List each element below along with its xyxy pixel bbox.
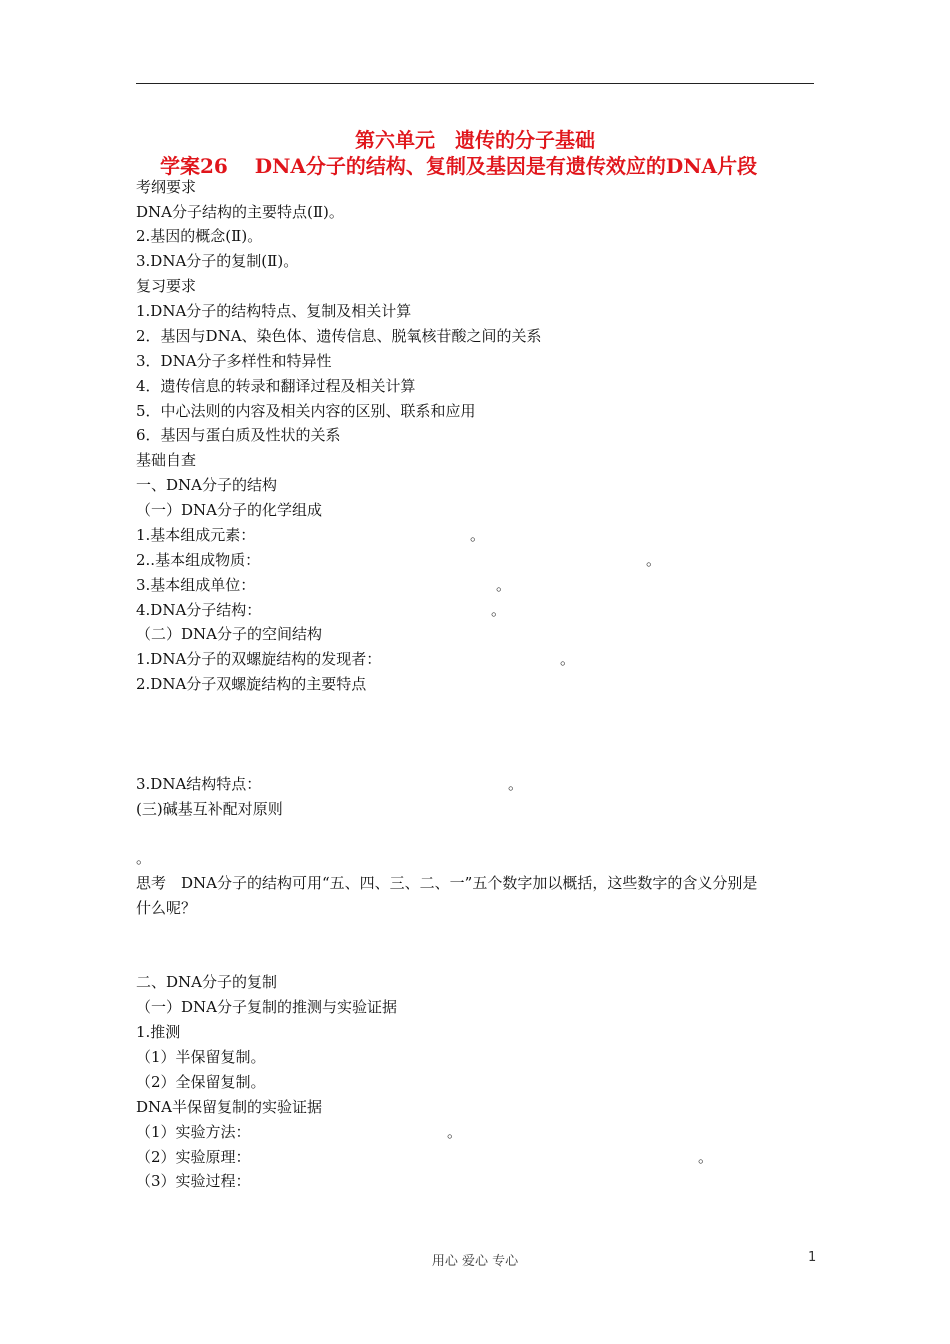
- blank-end-period: 。: [470, 526, 486, 544]
- blank-end-period: 。: [698, 1148, 714, 1166]
- text-line: 什么呢？: [136, 899, 197, 917]
- text-line: 2．基因与DNA、染色体、遗传信息、脱氧核苷酸之间的关系: [136, 327, 542, 345]
- text-line: (三)碱基互补配对原则: [136, 800, 283, 818]
- text-line: 6．基因与蛋白质及性状的关系: [136, 426, 341, 444]
- blank-end-period: 。: [447, 1123, 463, 1141]
- page-number: 1: [808, 1250, 817, 1265]
- text-line: （一）DNA分子复制的推测与实验证据: [136, 998, 397, 1016]
- text-line: 考纲要求: [136, 178, 197, 196]
- text-line: 2.DNA分子双螺旋结构的主要特点: [136, 675, 367, 693]
- question-line: 2..基本组成物质：: [136, 551, 261, 569]
- question-line: （1）实验方法：: [136, 1123, 251, 1141]
- blank-end-period: 。: [646, 551, 662, 569]
- text-line: DNA半保留复制的实验证据: [136, 1098, 322, 1116]
- unit-title: 第六单元 遗传的分子基础: [355, 128, 595, 152]
- text-line: 1.推测: [136, 1023, 181, 1041]
- text-line: （2）全保留复制。: [136, 1073, 266, 1091]
- lesson-title: 学案26 DNA分子的结构、复制及基因是有遗传效应的DNA片段: [160, 154, 758, 178]
- text-line: 1.DNA分子的结构特点、复制及相关计算: [136, 302, 412, 320]
- text-line: 3．DNA分子多样性和特异性: [136, 352, 332, 370]
- blank-end-period: 。: [496, 576, 512, 594]
- question-line: 3.DNA结构特点：: [136, 775, 262, 793]
- text-line: 基础自查: [136, 451, 197, 469]
- question-line: （2）实验原理：: [136, 1148, 251, 1166]
- question-line: （3）实验过程：: [136, 1172, 251, 1190]
- question-line: 3.基本组成单位：: [136, 576, 256, 594]
- text-line: 3.DNA分子的复制(Ⅱ)。: [136, 252, 299, 270]
- question-line: 4.DNA分子结构：: [136, 601, 262, 619]
- blank-end-period: 。: [560, 650, 576, 668]
- text-line: （1）半保留复制。: [136, 1048, 266, 1066]
- blank-end-period: 。: [508, 775, 524, 793]
- text-line: 二、DNA分子的复制: [136, 973, 277, 991]
- text-line: 4．遗传信息的转录和翻译过程及相关计算: [136, 377, 416, 395]
- question-line: 1.DNA分子的双螺旋结构的发现者：: [136, 650, 382, 668]
- text-line: 复习要求: [136, 277, 197, 295]
- text-line: 。: [136, 849, 152, 867]
- text-line: 2.基因的概念(Ⅱ)。: [136, 227, 263, 245]
- text-line: 一、DNA分子的结构: [136, 476, 277, 494]
- blank-end-period: 。: [491, 601, 507, 619]
- page-footer: 用心 爱心 专心: [431, 1254, 519, 1269]
- text-line: （二）DNA分子的空间结构: [136, 625, 322, 643]
- text-line: 思考 DNA分子的结构可用“五、四、三、二、一”五个数字加以概括，这些数字的含义分别是: [136, 874, 758, 892]
- text-line: DNA分子结构的主要特点(Ⅱ)。: [136, 203, 344, 221]
- question-line: 1.基本组成元素：: [136, 526, 256, 544]
- text-line: 5．中心法则的内容及相关内容的区别、联系和应用: [136, 402, 476, 420]
- text-line: （一）DNA分子的化学组成: [136, 501, 322, 519]
- header-rule: [136, 83, 814, 84]
